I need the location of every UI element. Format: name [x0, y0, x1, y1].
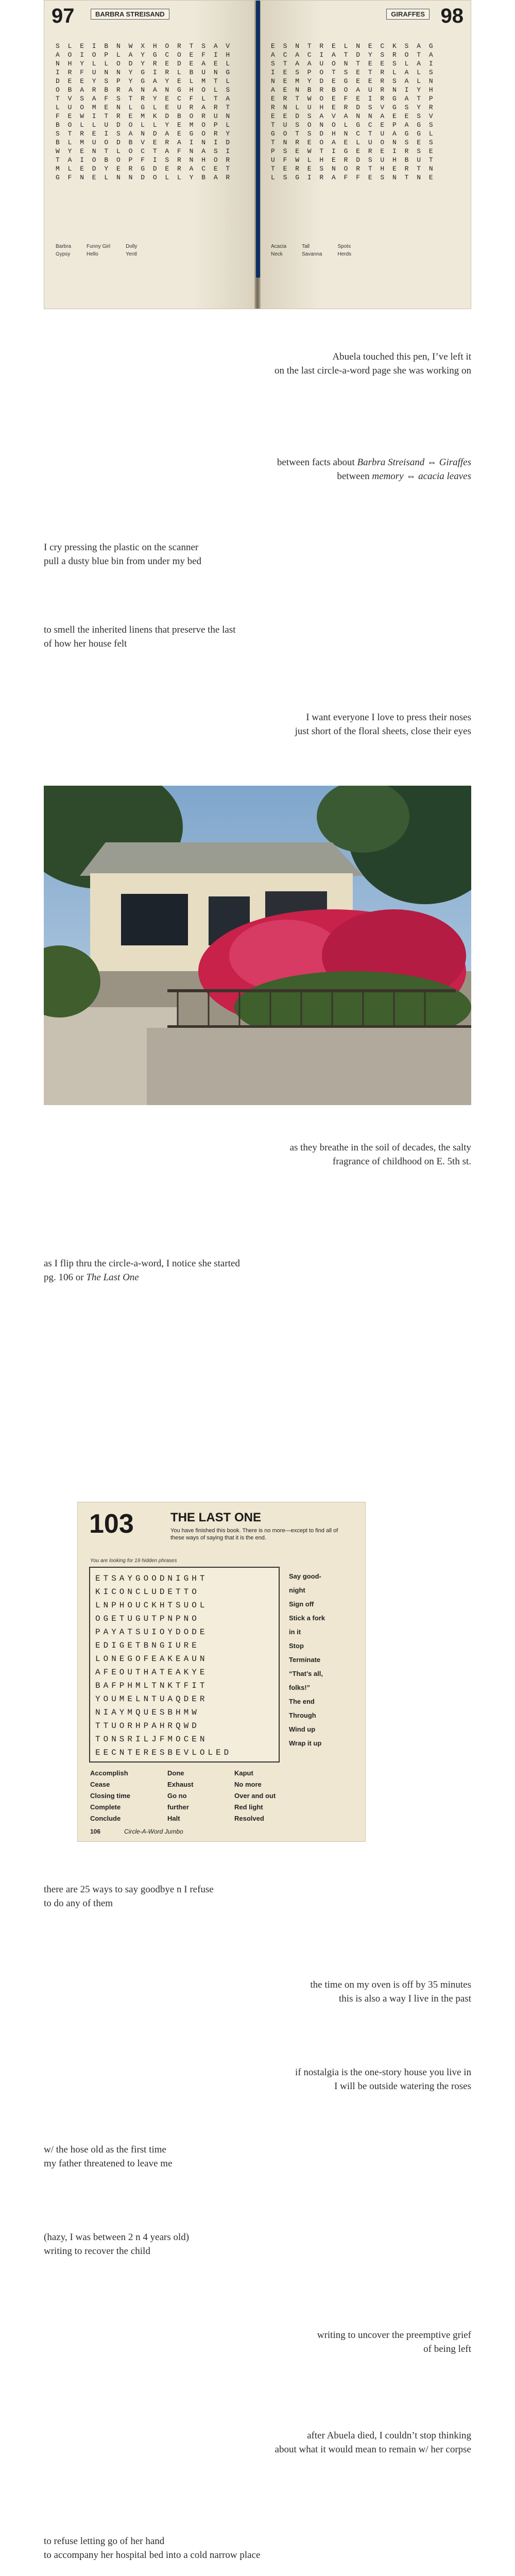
stanza-line: to do any of them [44, 1897, 113, 1909]
puzzle-footer-page: 106 [90, 1828, 101, 1835]
right-word-list [271, 243, 456, 258]
stanza-line: pull a dusty blue bin from under my bed [44, 555, 202, 567]
pen [256, 1, 260, 278]
stanza-line: I want everyone I love to press their noses [306, 712, 471, 723]
stanza-line: to accompany her hospital bed into a cold narrow place [44, 2549, 261, 2561]
bottom-word: further [167, 1803, 189, 1811]
stanza-line: on the last circle-a-word page she was working on [274, 365, 471, 376]
side-word: folks!” [289, 1684, 311, 1691]
text: ⇔ [424, 457, 439, 468]
side-word: night [289, 1586, 305, 1594]
stanza-line: this is also a way I live in the past [339, 1993, 471, 2004]
stanza-2 [277, 456, 471, 484]
side-word: Say good- [289, 1572, 321, 1580]
puzzle-letter-grid [95, 1572, 232, 1759]
bottom-word: Resolved [234, 1815, 264, 1822]
bottom-word: Over and out [234, 1792, 276, 1800]
stanza-8 [44, 1883, 214, 1911]
stanza-4 [44, 623, 236, 651]
puzzle-side-word-list [289, 1569, 325, 1750]
stanza-14 [275, 2429, 471, 2457]
grid-row: OGETUGUTPNPNO [95, 1614, 200, 1623]
side-word: “That’s all, [289, 1670, 323, 1677]
stanza-line: (hazy, I was between 2 n 4 years old) [44, 2232, 190, 2243]
text: between facts about [277, 457, 357, 468]
stanza-3 [44, 541, 201, 569]
stanza-line [44, 1271, 240, 1285]
bottom-word: Done [167, 1769, 184, 1777]
word: Funny Girl [87, 244, 111, 249]
bottom-word: Conclude [90, 1815, 121, 1822]
word-search-spread-photo [44, 0, 471, 309]
text: pg. 106 or [44, 1272, 87, 1283]
stanza-line: w/ the hose old as the first time [44, 2144, 166, 2155]
right-letter-grid: E S N T R E L N E C K S A G A C A C I A T D Y S R O T A S T A A U O N T E E S L A I I E S P O T S E T R L A L S N E M Y D E G E E R S A L N A E N B R B O A U R N I Y H E R T W O E F E I R G A T P R N L U H E R D S V G S Y R E E D S A V A N N A E E S V T U S O N O L G C E P A G S G O T S D H N C T U A G G L T N R E O A E L U O N S E S P S E W T I G E R E I R S E U F W L H E R D S U H B U T T E R E S N O R T H E R T N L S G I R A F F E S N T N E [271, 42, 435, 181]
stanza-13 [317, 2329, 471, 2357]
bottom-word: Exhaust [167, 1781, 194, 1788]
puzzle-title: THE LAST ONE [170, 1511, 262, 1524]
left-word-list [56, 243, 241, 258]
puzzle-bottom-word-list [90, 1768, 348, 1824]
stanza-line: as they breathe in the soil of decades, the salty [289, 1142, 471, 1153]
side-word: Wrap it up [289, 1739, 322, 1747]
puzzle-footer: Circle-A-Word Jumbo [124, 1828, 183, 1835]
stanza-line [277, 470, 471, 484]
stanza-line: of how her house felt [44, 638, 127, 649]
grid-row: EDIGETBNGIURE [95, 1641, 200, 1650]
grid-row: EECNTERESBEVLOLED [95, 1748, 232, 1757]
bottom-word: Red light [234, 1803, 263, 1811]
stanza-line: to refuse letting go of her hand [44, 2536, 165, 2547]
text-italic: Barbra Streisand [357, 457, 425, 468]
left-letter-grid: S L E I B N W X H O R T S A V A O I O P L A Y G C O E F I H N H Y L L O D Y R E D E A E L I R F U N N Y G I R L B U N G D E E Y S P Y G A Y E L M T L O B A R B R A N A N G H O L S T V S A F S T R Y E C F L T A L U O M E N L G L E U R A R T F E W I T R E M K D B O R U N B O L L U D O L L Y E M O P L S T R E I S A N D A E G O R Y B L M U O D B V E R A I N I D W Y E N T L O C T A F N A S I T A I O B O P F I S R N H O R M L E D Y E R G D E R A C E T G F N E L N N D O L L Y B A R [56, 42, 232, 181]
word: Dolly [126, 244, 138, 249]
word: Yentl [126, 251, 138, 257]
stanza-line: I will be outside watering the roses [334, 2080, 471, 2092]
grid-row: TTUORHPAHRQWD [95, 1721, 200, 1731]
bottom-word-row [90, 1779, 348, 1790]
bottom-word: Go no [167, 1792, 187, 1800]
text: ⇔ [403, 470, 419, 482]
grid-row: NIAYMQUESBHMW [95, 1708, 200, 1717]
word: Neck [271, 251, 283, 257]
text-italic: Giraffes [439, 457, 471, 468]
left-page [44, 1, 258, 309]
stanza-line: fragrance of childhood on E. 5th st. [332, 1156, 471, 1167]
word: Barbra [56, 244, 72, 249]
bottom-word-row [90, 1802, 348, 1813]
right-page-title: GIRAFFES [386, 9, 430, 20]
bottom-word: Accomplish [90, 1769, 128, 1777]
puzzle-grid-box [89, 1567, 280, 1762]
side-word: Through [289, 1711, 316, 1719]
stanza-line: writing to uncover the preemptive grief [317, 2330, 471, 2341]
grid-row: LNPHOUCKHTSUOL [95, 1601, 208, 1610]
side-word: The end [289, 1698, 315, 1705]
stanza-line [277, 456, 471, 470]
word: Spots [337, 244, 351, 249]
stanza-line: there are 25 ways to say goodbye n I refuse [44, 1884, 214, 1895]
grid-row: AFEOUTHATEAKYE [95, 1668, 208, 1677]
side-word: Wind up [289, 1725, 316, 1733]
stanza-line: Abuela touched this pen, I’ve left it [332, 351, 471, 362]
stanza-9 [310, 1978, 471, 2006]
side-word: in it [289, 1628, 301, 1636]
puzzle-page-number: 103 [89, 1509, 134, 1539]
word: Gypsy [56, 251, 71, 257]
last-one-puzzle-photo [77, 1502, 366, 1842]
right-page [258, 1, 471, 309]
word: Hello [87, 251, 98, 257]
bottom-word: No more [234, 1781, 262, 1788]
side-word: Stick a fork [289, 1614, 325, 1622]
stanza-11 [44, 2143, 173, 2171]
stanza-line: after Abuela died, I couldn’t stop thinking [307, 2430, 471, 2441]
left-page-number: 97 [52, 5, 75, 27]
text: between [337, 470, 372, 482]
stanza-line: of being left [423, 2343, 471, 2354]
grid-row: PAYATSUIOYDODE [95, 1628, 208, 1637]
stanza-12 [44, 2231, 189, 2259]
stanza-5 [295, 711, 471, 739]
bottom-word-row [90, 1813, 348, 1824]
text-italic: acacia leaves [418, 470, 471, 482]
word: Herds [337, 251, 352, 257]
stanza-1 [274, 350, 471, 378]
grid-row: BAFPHMLTNKTFIT [95, 1681, 208, 1690]
stanza-15 [44, 2535, 261, 2563]
side-word: Terminate [289, 1656, 321, 1664]
right-page-number: 98 [440, 5, 464, 27]
bottom-word: Closing time [90, 1792, 131, 1800]
bottom-word-row [90, 1790, 348, 1802]
stanza-7 [44, 1257, 240, 1285]
grid-row: KICONCLUDETTO [95, 1587, 200, 1597]
puzzle-intro: You have finished this book. There is no more—except to find all of these ways of saying that it is the end. [170, 1528, 338, 1541]
side-word: Sign off [289, 1600, 314, 1608]
stanza-line: to smell the inherited linens that preserve the last [44, 624, 236, 635]
stanza-line: if nostalgia is the one-story house you live in [295, 2067, 471, 2078]
grid-row: YOUMELNTUAQDER [95, 1694, 208, 1704]
stanza-line: just short of the floral sheets, close their eyes [295, 725, 471, 737]
stanza-line: my father threatened to leave me [44, 2158, 173, 2169]
bottom-word: Cease [90, 1781, 110, 1788]
stanza-line: writing to recover the child [44, 2245, 150, 2257]
word: Savanna [302, 251, 322, 257]
stanza-line: I cry pressing the plastic on the scanner [44, 542, 199, 553]
house-photo [44, 786, 471, 1105]
side-word: Stop [289, 1642, 304, 1650]
text-italic: memory [372, 470, 404, 482]
stanza-line: as I flip thru the circle-a-word, I notice she started [44, 1258, 240, 1269]
stanza-line: the time on my oven is off by 35 minutes [310, 1979, 471, 1990]
grid-row: LONEGOFEAKEAUN [95, 1654, 208, 1664]
stanza-line: about what it would mean to remain w/ her corpse [274, 2444, 471, 2455]
grid-row: TONSRILJFMOCEN [95, 1735, 208, 1744]
word: Acacia [271, 244, 287, 249]
bottom-word-row [90, 1768, 348, 1779]
grid-row: ETSAYGOODNIGHT [95, 1574, 208, 1583]
stanza-6 [290, 1141, 471, 1169]
house-illustration [44, 786, 471, 1105]
stanza-10 [295, 2066, 471, 2094]
word: Tall [302, 244, 310, 249]
puzzle-note: You are looking for 19 hidden phrases [90, 1558, 177, 1564]
text-italic: The Last One [86, 1272, 139, 1283]
bottom-word: Halt [167, 1815, 180, 1822]
bottom-word: Complete [90, 1803, 121, 1811]
left-page-title: BARBRA STREISAND [91, 9, 169, 20]
bottom-word: Kaput [234, 1769, 253, 1777]
